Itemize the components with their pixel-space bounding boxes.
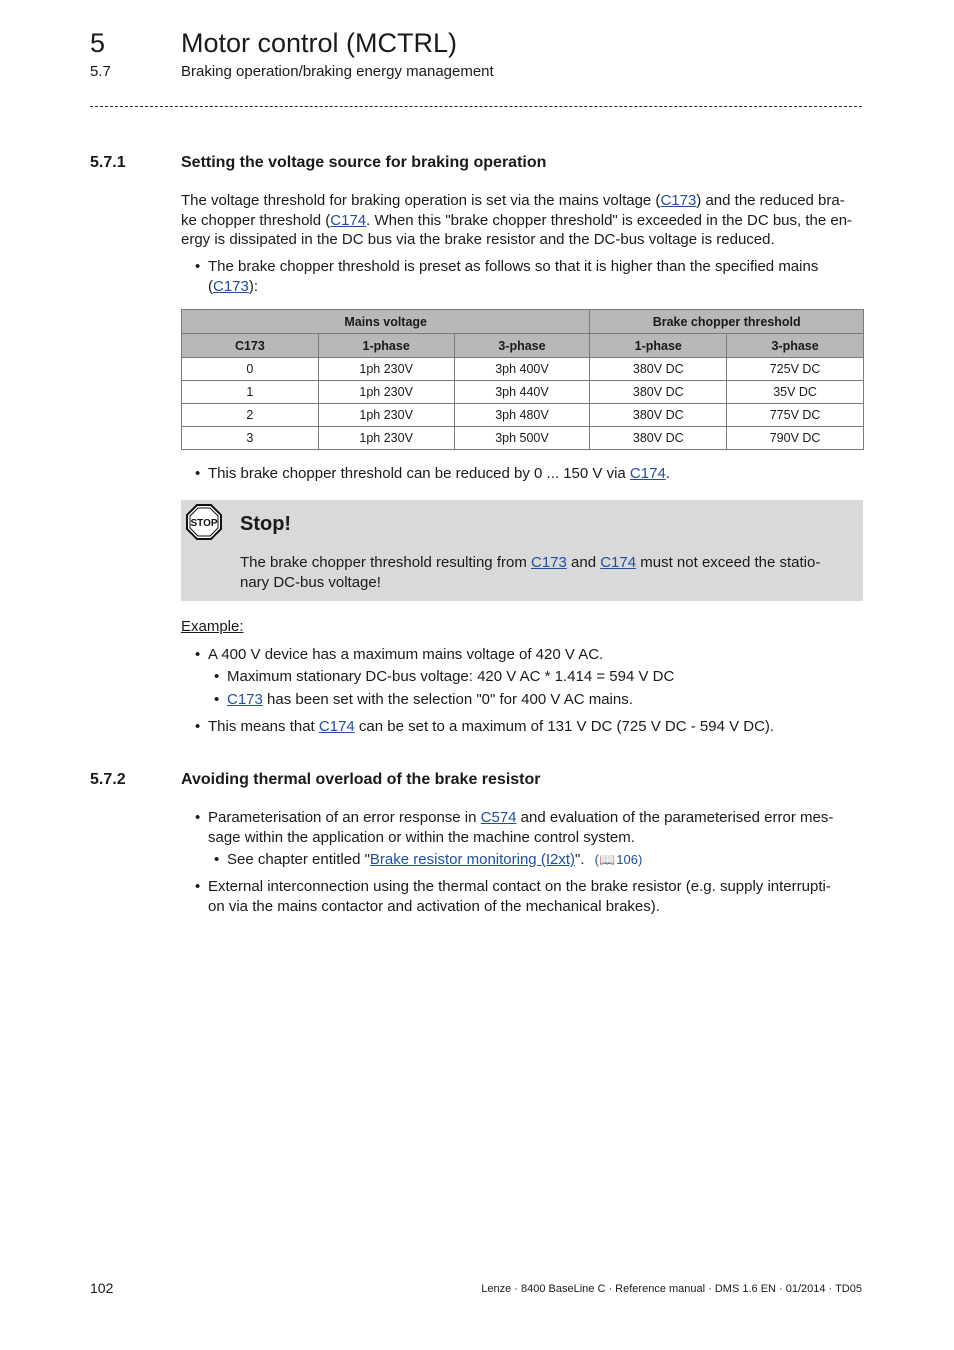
table-col-header: 1-phase xyxy=(590,334,727,358)
c174-link[interactable]: C174 xyxy=(629,465,666,482)
list-item: • C173 has been set with the selection "0" for 400 V AC mains. xyxy=(227,690,867,710)
table-cell: 1ph 230V xyxy=(318,427,454,450)
c174-link[interactable]: C174 xyxy=(318,718,355,735)
example-label: Example: xyxy=(181,618,244,635)
svg-text:STOP: STOP xyxy=(190,518,218,529)
table-col-header: 3-phase xyxy=(727,334,864,358)
list-item: • The brake chopper threshold is preset as follows so that it is higher than the specified mains (C173): xyxy=(208,257,868,296)
c174-link[interactable]: C174 xyxy=(600,554,637,571)
brake-resistor-monitoring-link[interactable]: Brake resistor monitoring (I2xt) xyxy=(369,851,575,868)
stop-text: The brake chopper threshold resulting from C173 and C174 must not exceed the statio- nary DC-bus voltage! xyxy=(240,554,821,591)
table-cell: 3 xyxy=(182,427,319,450)
table-col-header: 1-phase xyxy=(318,334,454,358)
c173-link[interactable]: C173 xyxy=(213,277,249,295)
page-number: 102 xyxy=(90,1280,114,1296)
intro-paragraph: The voltage threshold for braking operation is set via the mains voltage (C173) and the reduced bra- ke chopper threshold (C174. When this "brake chopper threshold" is exceeded in the DC bus, the en- ergy is dissipated in the DC bus via the brake resistor and the DC-bus voltage is reduced. xyxy=(181,192,853,248)
table-cell: 3ph 400V xyxy=(454,358,590,381)
c574-link[interactable]: C574 xyxy=(480,809,517,826)
c173-link[interactable]: C173 xyxy=(660,192,697,209)
list-item: • A 400 V device has a maximum mains voltage of 420 V AC. xyxy=(208,645,868,665)
table-row xyxy=(182,358,864,381)
section-number: 5.7 xyxy=(90,63,111,80)
table-cell: 1ph 230V xyxy=(318,404,454,427)
table-cell: 3ph 500V xyxy=(454,427,590,450)
table-col-header: C173 xyxy=(182,334,319,358)
c173-link[interactable]: C173 xyxy=(227,691,263,708)
table-cell: 380V DC xyxy=(590,381,727,404)
table-row xyxy=(182,381,864,404)
table-cell: 1 xyxy=(182,381,319,404)
table-cell: 1ph 230V xyxy=(318,381,454,404)
section-title: Braking operation/braking energy management xyxy=(181,63,494,80)
table-cell: 775V DC xyxy=(727,404,864,427)
stop-title: Stop! xyxy=(240,513,292,535)
subsection-number: 5.7.1 xyxy=(90,154,126,171)
table-cell: 380V DC xyxy=(590,427,727,450)
c173-link[interactable]: C173 xyxy=(530,554,567,571)
table-cell: 1ph 230V xyxy=(318,358,454,381)
table-cell: 380V DC xyxy=(590,404,727,427)
chapter-title: Motor control (MCTRL) xyxy=(181,28,458,58)
book-icon: 📖 xyxy=(599,852,616,867)
chapter-number: 5 xyxy=(90,28,106,58)
c174-link[interactable]: C174 xyxy=(330,211,367,229)
table-cell: 3ph 440V xyxy=(454,381,590,404)
table-row xyxy=(182,427,864,450)
list-item: • Parameterisation of an error response in C574 and evaluation of the parameterised error mes- sage within the application or within the machine control system. xyxy=(208,808,868,847)
table-group-header: Brake chopper threshold xyxy=(590,310,864,334)
table-cell: 3ph 480V xyxy=(454,404,590,427)
subsection-number: 5.7.2 xyxy=(90,771,126,788)
table-cell: 35V DC xyxy=(727,381,864,404)
table-cell: 2 xyxy=(182,404,319,427)
table-cell: 725V DC xyxy=(727,358,864,381)
table-row xyxy=(182,404,864,427)
list-item: • External interconnection using the thermal contact on the brake resistor (e.g. supply interrupti- on via the mains contactor and activation of the mechanical brakes). xyxy=(208,877,868,916)
table-cell: 790V DC xyxy=(727,427,864,450)
footer-text: Lenze · 8400 BaseLine C · Reference manual · DMS 1.6 EN · 01/2014 · TD05 xyxy=(481,1283,862,1295)
list-item: • This means that C174 can be set to a maximum of 131 V DC (725 V DC - 594 V DC). xyxy=(208,717,868,737)
threshold-table xyxy=(181,309,864,450)
list-item: • See chapter entitled "Brake resistor monitoring (I2xt)". (📖 106) xyxy=(227,850,867,870)
table-col-header: 3-phase xyxy=(454,334,590,358)
stop-sign-icon xyxy=(186,504,222,540)
header-divider xyxy=(90,106,862,107)
subsection-title: Avoiding thermal overload of the brake resistor xyxy=(181,771,541,788)
list-item: • Maximum stationary DC-bus voltage: 420 V AC * 1.414 = 594 V DC xyxy=(227,667,867,687)
table-cell: 380V DC xyxy=(590,358,727,381)
table-cell: 0 xyxy=(182,358,319,381)
table-group-header: Mains voltage xyxy=(182,310,590,334)
subsection-title: Setting the voltage source for braking operation xyxy=(181,154,547,171)
list-item: • This brake chopper threshold can be reduced by 0 ... 150 V via C174. xyxy=(208,464,868,484)
page-reference[interactable]: (📖 106) xyxy=(595,852,643,867)
